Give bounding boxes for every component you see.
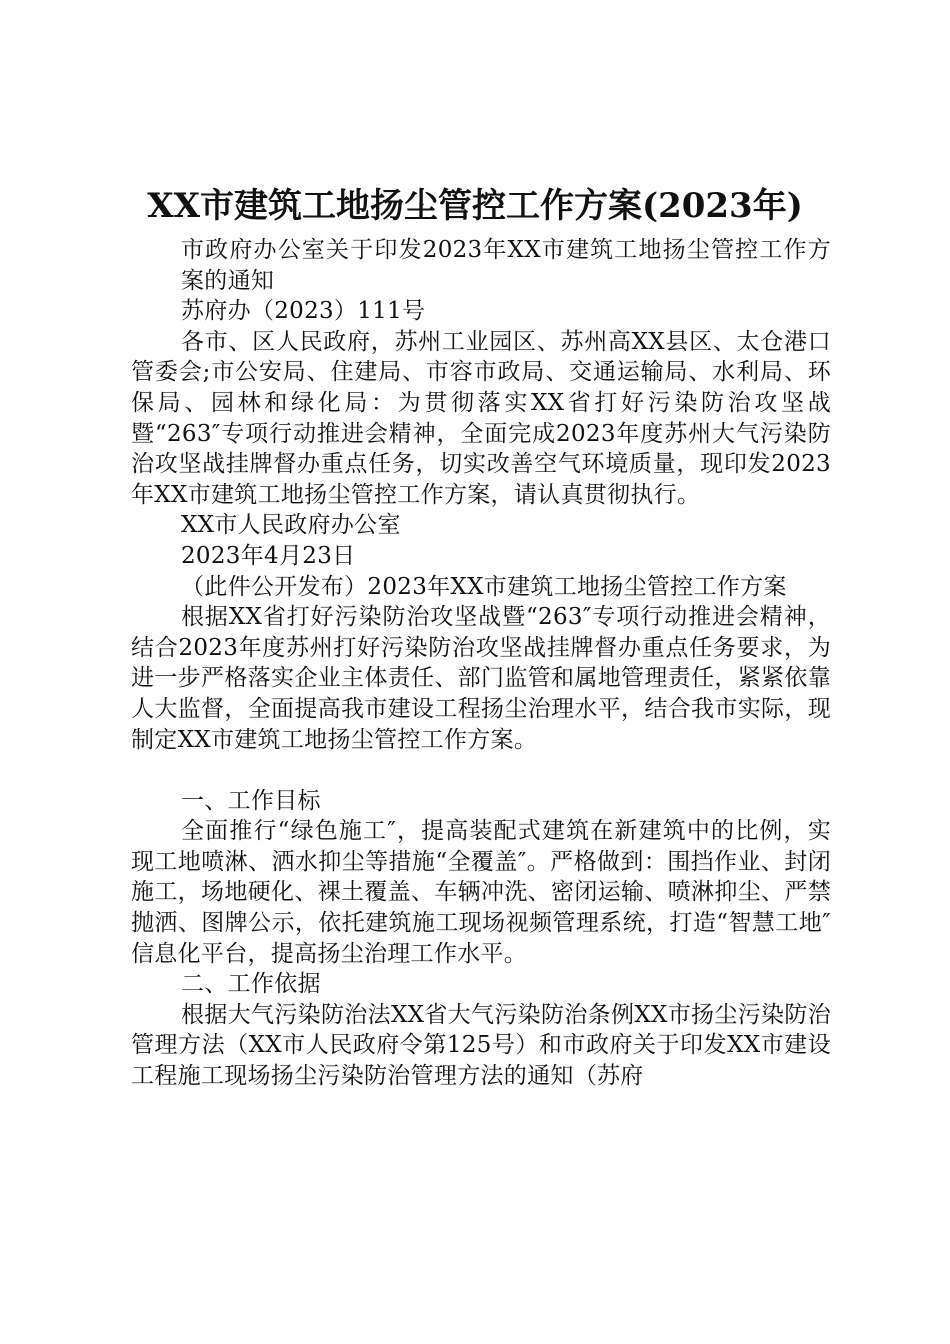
issue-date: 2023年4月23日 (181, 542, 356, 569)
publish-note: （此件公开发布）2023年XX市建筑工地扬尘管控工作方案 (181, 573, 787, 600)
paragraph-gap (131, 755, 831, 786)
document-body (131, 235, 831, 1092)
section-heading-2: 二、工作依据 (181, 971, 321, 998)
section-heading-1: 一、工作目标 (181, 787, 321, 814)
notice-title: 市政府办公室关于印发2023年XX市建筑工地扬尘管控工作方案的通知 (181, 237, 831, 294)
document-title: XX市建筑工地扬尘管控工作方案(2023年) (147, 186, 803, 226)
section-body-1: 全面推行“绿色施工″，提高装配式建筑在新建筑中的比例，实现工地喷淋、洒水抑尘等措施“全覆盖″。严格做到：围挡作业、封闭施工，场地硬化、裸土覆盖、车辆冲洗、密闭运输、喷淋抑尘、严禁抛洒、图牌公示，依托建筑施工现场视频管理系统，打造“智慧工地″信息化平台，提高扬尘治理工作水平。 (131, 818, 831, 967)
section-body-2: 根据大气污染防治法XX省大气污染防治条例XX市扬尘污染防治管理方法（XX市人民政府令第125号）和市政府关于印发XX市建设工程施工现场扬尘污染防治管理方法的通知（苏府 (131, 1001, 831, 1090)
document-number: 苏府办（2023）111号 (181, 298, 426, 325)
issuer: XX市人民政府办公室 (181, 512, 401, 539)
preamble-paragraph: 根据XX省打好污染防治攻坚战暨“263″专项行动推进会精神，结合2023年度苏州打好污染防治攻坚战挂牌督办重点任务要求，为进一步严格落实企业主体责任、部门监管和属地管理责任，紧紧依靠人大监督，全面提高我市建设工程扬尘治理水平，结合我市实际，现制定XX市建筑工地扬尘管控工作方案。 (131, 604, 831, 753)
intro-paragraph: 各市、区人民政府，苏州工业园区、苏州高XX县区、太仓港口管委会;市公安局、住建局、市容市政局、交通运输局、水利局、环保局、园林和绿化局：为贯彻落实XX省打好污染防治攻坚战暨“263″专项行动推进会精神，全面完成2023年度苏州大气污染防治攻坚战挂牌督办重点任务，切实改善空气环境质量，现印发2023年XX市建筑工地扬尘管控工作方案，请认真贯彻执行。 (131, 328, 831, 508)
